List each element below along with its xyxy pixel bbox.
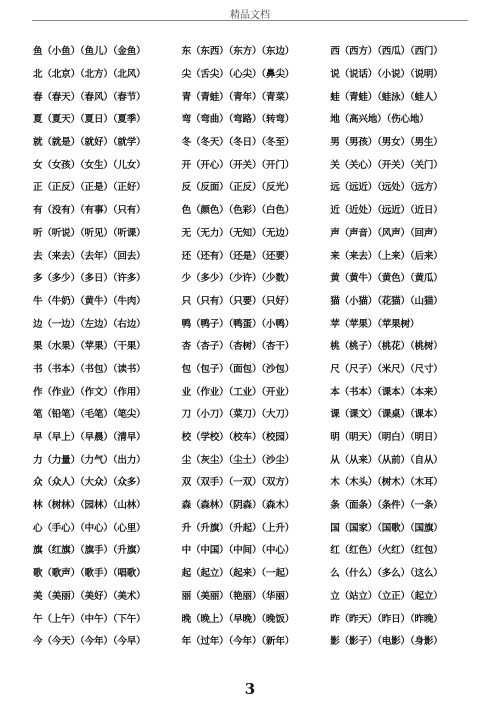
vocab-entry: 包（包子）（面包）（沙包） (181, 363, 295, 375)
vocab-row (33, 152, 479, 175)
vocab-entry: 业（作业）（工业）（开业） (181, 386, 295, 398)
vocab-row (33, 266, 479, 289)
vocab-entry: 丽（美丽）（艳丽）（华丽） (181, 590, 295, 602)
vocab-entry: 猫（小猫）（花猫）（山猫） (330, 295, 443, 307)
vocab-entry: 鸭（鸭子）（鸭蛋）（小鸭） (181, 318, 295, 330)
vocab-entry: 声（声音）（风声）（回声） (330, 227, 443, 239)
vocab-entry: 说（说话）（小说）（说明） (330, 69, 443, 81)
vocab-entry: 木（木头）（树木）（木耳） (330, 477, 443, 489)
vocab-entry: 蛙（青蛙）（蛙泳）（蛙人） (330, 91, 443, 103)
vocab-entry: 夏（夏天）（夏日）（夏季） (33, 114, 146, 126)
vocab-entry: 无（无力）（无知）（无边） (181, 227, 295, 239)
vocab-entry: 中（中国）（中间）（中心） (181, 545, 295, 557)
vocab-entry: 近（近处）（远近）（近日） (330, 205, 443, 217)
vocab-entry: 只（只有）（只要）（只好） (181, 295, 295, 307)
vocab-row (33, 538, 479, 561)
vocab-entry: 还（还有）（还是）（还要） (181, 250, 295, 262)
vocab-entry: 红（红色）（火红）（红包） (330, 545, 443, 557)
vocab-entry: 尺（尺子）（米尺）（尺寸） (330, 363, 443, 375)
vocab-row (33, 584, 479, 607)
vocab-entry: 课（课文）（课桌）（课本） (330, 409, 443, 421)
vocab-entry: 林（树林）（园林）（山林） (33, 500, 146, 512)
vocab-entry: 桃（桃子）（桃花）（桃树） (330, 341, 443, 353)
vocab-entry: 春（春天）（春风）（春节） (33, 91, 146, 103)
vocab-entry: 就（就是）（就好）（就学） (33, 137, 146, 149)
vocab-row (33, 62, 479, 85)
vocab-entry: 刀（小刀）（菜刀）（大刀） (181, 409, 295, 421)
vocab-row (33, 379, 479, 402)
vocab-entry: 苹（苹果）（苹果树） (330, 318, 420, 330)
vocab-row (33, 334, 479, 357)
vocab-entry: 色（颜色）（色彩）（白色） (181, 205, 295, 217)
vocab-entry: 正（正反）（正是）（正好） (33, 182, 146, 194)
vocab-row (33, 130, 479, 153)
vocab-entry: 歌（歌声）（歌手）（唱歌） (33, 568, 146, 580)
vocab-entry: 鱼（小鱼）（鱼儿）（金鱼） (33, 46, 146, 58)
vocab-entry: 开（开心）（开关）（开门） (181, 159, 295, 171)
vocab-entry: 昨（昨天）（昨日）（昨晚） (330, 613, 443, 625)
vocab-entry: 听（听说）（听见）（听课） (33, 227, 146, 239)
vocab-entry: 么（什么）（多么）（这么） (330, 568, 443, 580)
vocab-row (33, 221, 479, 244)
vocab-entry: 青（青蛙）（青年）（青菜） (181, 91, 295, 103)
vocab-entry: 有（没有）（有事）（只有） (33, 205, 146, 217)
vocab-entry: 关（关心）（开关）（关门） (330, 159, 443, 171)
page-header: 精品文档 (230, 10, 270, 21)
vocab-entry: 冬（冬天）（冬日）（冬至） (181, 137, 295, 149)
vocab-row (33, 243, 479, 266)
vocab-entry: 影（影子）（电影）（身影） (330, 636, 443, 648)
vocab-entry: 升（升旗）（升起）（上升） (181, 522, 295, 534)
vocab-row (33, 561, 479, 584)
vocab-entry: 美（美丽）（美好）（美术） (33, 590, 146, 602)
vocab-entry: 校（学校）（校车）（校园） (181, 432, 295, 444)
vocab-entry: 立（站立）（立正）（起立） (330, 590, 443, 602)
vocab-entry: 地（高兴地）（伤心地） (330, 114, 429, 126)
vocab-entry: 牛（牛奶）（黄牛）（牛肉） (33, 295, 146, 307)
vocab-entry: 明（明天）（明白）（明日） (330, 432, 443, 444)
vocab-entry: 弯（弯曲）（弯路）（转弯） (181, 114, 295, 126)
vocab-entry: 午（上午）（中午）（下午） (33, 613, 146, 625)
vocab-entry: 条（面条）（条件）（一条） (330, 500, 443, 512)
vocab-row (33, 84, 479, 107)
vocab-entry: 众（众人）（大众）（众多） (33, 477, 146, 489)
vocab-row (33, 198, 479, 221)
vocab-row (33, 493, 479, 516)
vocab-row (33, 107, 479, 130)
vocab-entry: 国（国家）（国歌）（国旗） (330, 522, 443, 534)
vocab-row (33, 175, 479, 198)
vocab-entry: 今（今天）（今年）（今早） (33, 636, 146, 648)
vocab-entry: 女（女孩）（女生）（儿女） (33, 159, 146, 171)
vocab-entry: 从（从来）（从前）（自从） (330, 454, 443, 466)
vocab-entry: 书（书本）（书包）（读书） (33, 363, 146, 375)
vocab-row (33, 447, 479, 470)
vocab-entry: 起（起立）（起来）（一起） (181, 568, 295, 580)
vocab-entry: 年（过年）（今年）（新年） (181, 636, 295, 648)
vocab-entry: 边（一边）（左边）（右边） (33, 318, 146, 330)
vocab-entry: 旗（红旗）（旗手）（升旗） (33, 545, 146, 557)
vocab-row (33, 311, 479, 334)
vocab-entry: 黄（黄牛）（黄色）（黄瓜） (330, 273, 443, 285)
header-divider (32, 20, 468, 21)
vocab-entry: 笔（铅笔）（毛笔）（笔尖） (33, 409, 146, 421)
vocab-row (33, 606, 479, 629)
vocab-row (33, 289, 479, 312)
vocab-entry: 力（力量）（力气）（出力） (33, 454, 146, 466)
vocab-entry: 本（书本）（课本）（本来） (330, 386, 443, 398)
vocab-row (33, 402, 479, 425)
vocab-entry: 男（男孩）（男女）（男生） (330, 137, 443, 149)
vocab-entry: 少（多少）（少许）（少数） (181, 273, 295, 285)
vocab-entry: 果（水果）（苹果）（干果） (33, 341, 146, 353)
vocab-entry: 尘（灰尘）（尘土）（沙尘） (181, 454, 295, 466)
vocab-row (33, 425, 479, 448)
vocab-row (33, 357, 479, 380)
vocab-entry: 远（远近）（远处）（远方） (330, 182, 443, 194)
page-number: 3 (244, 680, 256, 698)
vocab-entry: 早（早上）（早晨）（清早） (33, 432, 146, 444)
vocab-row (33, 39, 479, 62)
vocab-entry: 北（北京）（北方）（北风） (33, 69, 146, 81)
vocab-entry: 杏（杏子）（杏树）（杏干） (181, 341, 295, 353)
vocab-entry: 心（手心）（中心）（心里） (33, 522, 146, 534)
vocabulary-grid (33, 39, 479, 652)
vocab-entry: 西（西方）（西瓜）（西门） (330, 46, 443, 58)
vocab-row (33, 629, 479, 652)
vocab-entry: 森（森林）（阴森）（森木） (181, 500, 295, 512)
vocab-entry: 去（来去）（去年）（回去） (33, 250, 146, 262)
vocab-entry: 尖（舌尖）（心尖）（鼻尖） (181, 69, 295, 81)
vocab-entry: 多（多少）（多日）（许多） (33, 273, 146, 285)
vocab-entry: 双（双手）（一双）（双方） (181, 477, 295, 489)
vocab-entry: 反（反面）（正反）（反光） (181, 182, 295, 194)
vocab-entry: 来（来去）（上来）（后来） (330, 250, 443, 262)
vocab-row (33, 470, 479, 493)
vocab-entry: 晚（晚上）（早晚）（晚饭） (181, 613, 295, 625)
vocab-entry: 作（作业）（作文）（作用） (33, 386, 146, 398)
vocab-row (33, 515, 479, 538)
vocab-entry: 东（东西）（东方）（东边） (181, 46, 295, 58)
